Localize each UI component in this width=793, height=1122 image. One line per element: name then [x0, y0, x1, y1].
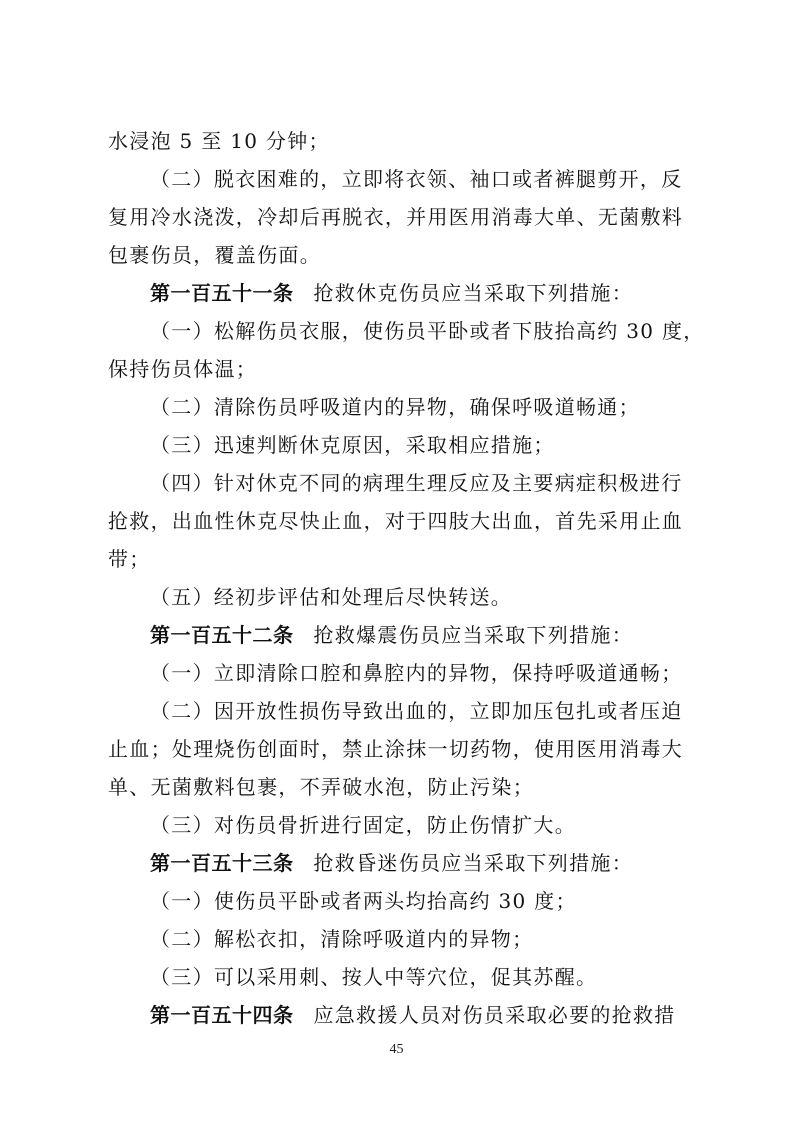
text-line: 水浸泡 5 至 10 分钟；	[108, 129, 330, 153]
article-text: 抢救休克伤员应当采取下列措施：	[313, 281, 633, 305]
text-line: 复用冷水浇泼，冷却后再脱衣，并用医用消毒大单、无菌敷料	[108, 205, 684, 229]
text-line: （三）可以采用刺、按人中等穴位，促其苏醒。	[150, 965, 598, 989]
text-line: （四）针对休克不同的病理生理反应及主要病症积极进行	[150, 471, 683, 495]
text-line: （二）脱衣困难的，立即将衣领、袖口或者裤腿剪开，反	[150, 167, 683, 191]
page-number: 45	[389, 1042, 404, 1057]
text-line: 止血；处理烧伤创面时，禁止涂抹一切药物，使用医用消毒大	[108, 737, 684, 761]
article-151	[150, 274, 698, 312]
text-line: （二）清除伤员呼吸道内的异物，确保呼吸道畅通；	[150, 395, 640, 419]
article-text: 应急救援人员对伤员采取必要的抢救措	[313, 1003, 676, 1027]
text-line: （一）立即清除口腔和鼻腔内的异物，保持呼吸道通畅；	[150, 661, 683, 685]
text-line: （五）经初步评估和处理后尽快转送。	[150, 585, 513, 609]
article-number: 第一百五十一条	[150, 281, 294, 305]
text-line: （二）解松衣扣，清除呼吸道内的异物；	[150, 927, 534, 951]
article-number: 第一百五十二条	[150, 623, 294, 647]
text-line: （二）因开放性损伤导致出血的，立即加压包扎或者压迫	[150, 699, 683, 723]
text-line: 保持伤员体温；	[108, 357, 258, 381]
article-text: 抢救爆震伤员应当采取下列措施：	[313, 623, 633, 647]
article-number: 第一百五十四条	[150, 1003, 294, 1027]
text-line: （三）对伤员骨折进行固定，防止伤情扩大。	[150, 813, 576, 837]
text-line: 带；	[108, 547, 151, 571]
text-line: 单、无菌敷料包裹，不弄破水泡，防止污染；	[108, 775, 534, 799]
article-number: 第一百五十三条	[150, 851, 294, 875]
text-line: （三）迅速判断休克原因，采取相应措施；	[150, 433, 555, 457]
article-text: 抢救昏迷伤员应当采取下列措施：	[313, 851, 633, 875]
article-154	[150, 996, 698, 1034]
text-line: （一）使伤员平卧或者两头均抬高约 30 度；	[150, 889, 577, 913]
article-152	[150, 616, 698, 654]
text-line: （一）松解伤员衣服，使伤员平卧或者下肢抬高约 30 度，	[150, 319, 705, 343]
article-153	[150, 844, 698, 882]
text-line: 包裹伤员，覆盖伤面。	[108, 243, 321, 267]
text-line: 抢救，出血性休克尽快止血，对于四肢大出血，首先采用止血	[108, 509, 684, 533]
